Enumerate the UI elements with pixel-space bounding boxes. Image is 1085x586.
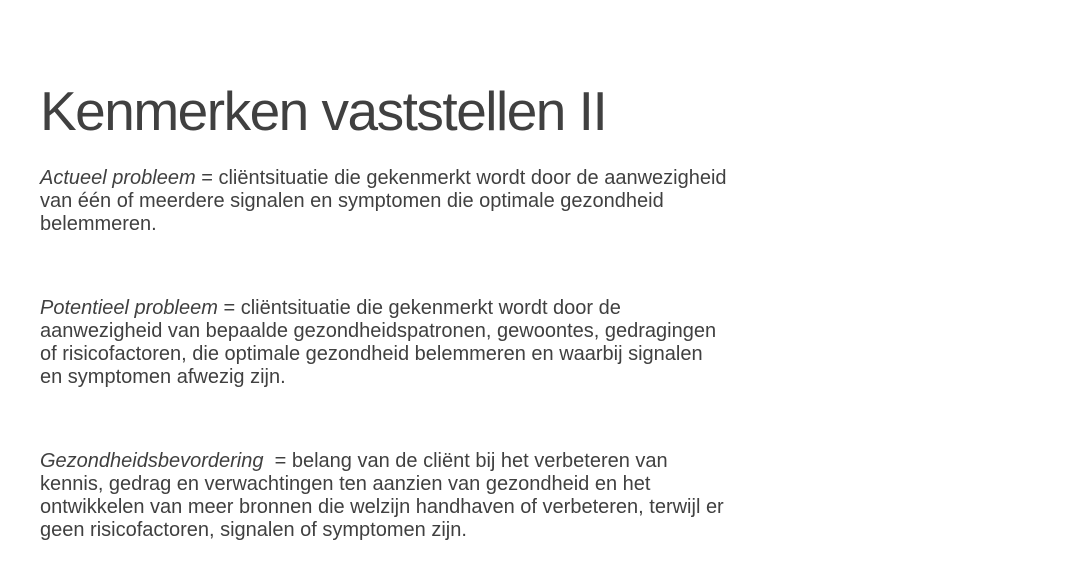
- definition-term: Gezondheidsbevordering: [40, 450, 264, 472]
- definition-text: cliëntsituatie die gekenmerkt wordt door de aanwezigheid van één of meerdere signalen en symptomen die optimale gezondheid belemmeren.: [40, 167, 727, 235]
- definition-potentieel-probleem: [40, 297, 730, 389]
- definition-separator: =: [195, 167, 219, 189]
- definition-term: Actueel probleem: [40, 167, 196, 189]
- definition-text: belang van de cliënt bij het verbeteren van kennis, gedrag en verwachtingen ten aanzien van gezondheid en het ontwikkelen van meer bronnen die welzijn handhaven of verbeteren, terwijl er geen risicofactoren, signalen of symptomen zijn.: [40, 450, 724, 541]
- definition-term: Potentieel probleem: [40, 297, 218, 319]
- definition-text: cliëntsituatie die gekenmerkt wordt door de aanwezigheid van bepaalde gezondheidspatronen, gewoontes, gedragingen of risicofactoren, die optimale gezondheid belemmeren en waarbij signalen en symptomen afwezig zijn.: [40, 297, 717, 388]
- definition-separator: =: [263, 450, 292, 472]
- slide-title: Kenmerken vaststellen II: [40, 80, 607, 142]
- definition-actueel-probleem: [40, 167, 730, 236]
- definition-separator: =: [217, 297, 241, 319]
- definition-gezondheidsbevordering: [40, 450, 730, 542]
